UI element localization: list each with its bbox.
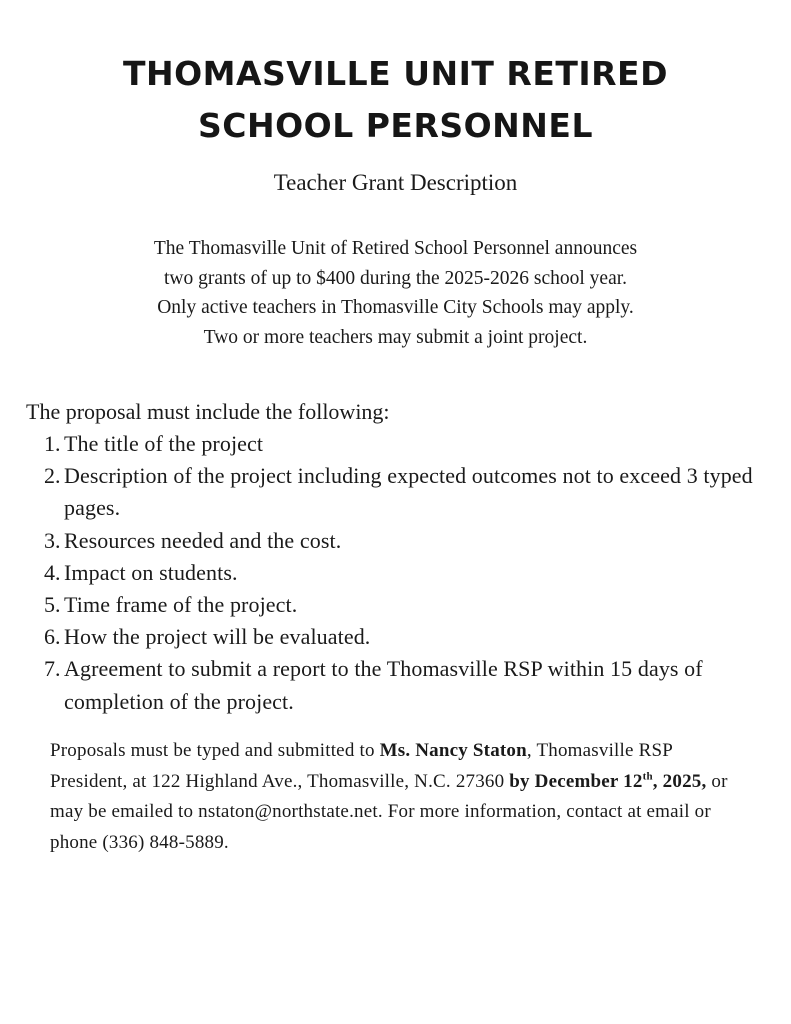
requirement-number: 2. [44,463,61,489]
requirement-text: Impact on students. [64,559,238,585]
requirement-number: 6. [44,624,61,650]
contact-name: Ms. Nancy Staton [379,740,527,761]
title-line-2: SCHOOL PERSONNEL [198,106,593,145]
requirement-item [44,460,769,524]
requirement-text: How the project will be evaluated. [64,624,371,650]
requirement-text: The title of the project [64,431,264,456]
requirement-number: 4. [44,559,61,585]
document-title [0,48,791,152]
requirement-item [44,653,769,717]
requirement-text: Agreement to submit a report to the Thomasville RSP within 15 days of completion of the project. [64,656,703,714]
intro-line-4: Two or more teachers may submit a joint project. [203,326,588,348]
submission-text-1: Proposals must be typed and submitted to [50,740,380,761]
requirement-item [44,557,769,589]
requirement-text: Time frame of the project. [64,592,298,618]
requirement-number: 1. [44,431,61,456]
requirement-number: 7. [44,656,61,682]
requirement-text: Resources needed and the cost. [64,527,342,553]
requirements-list [44,428,769,718]
deadline-prefix: by December 12 [509,770,643,792]
requirement-item [44,589,769,621]
requirement-item [44,525,769,557]
intro-line-2: two grants of up to $400 during the 2025-2026 school year. [163,267,628,289]
requirement-number: 5. [44,592,61,618]
deadline-suffix: , 2025, [652,770,707,792]
submission-text-2: , Thomasville RSP President, at 122 Highland Ave., Thomasville, N.C. 27360 [50,740,673,792]
title-line-1: THOMASVILLE UNIT RETIRED [122,54,668,93]
requirement-text: Description of the project including expected outcomes not to exceed 3 typed pages. [64,463,753,521]
requirement-item [44,621,769,653]
document-subtitle: Teacher Grant Description [273,170,518,195]
intro-line-1: The Thomasville Unit of Retired School Personnel announces [153,238,638,259]
submission-instructions [50,736,750,858]
deadline-ordinal: th [642,770,653,783]
requirement-item [44,428,769,460]
deadline [509,771,706,792]
intro-paragraph [0,234,791,352]
intro-line-3: Only active teachers in Thomasville City Schools may apply. [157,297,634,318]
requirement-number: 3. [44,527,61,553]
requirements-heading: The proposal must include the following: [26,399,390,424]
submission-text-3: or may be emailed to nstaton@northstate.net. For more information, contact at email or phone (336) 848-5889. [50,770,728,853]
